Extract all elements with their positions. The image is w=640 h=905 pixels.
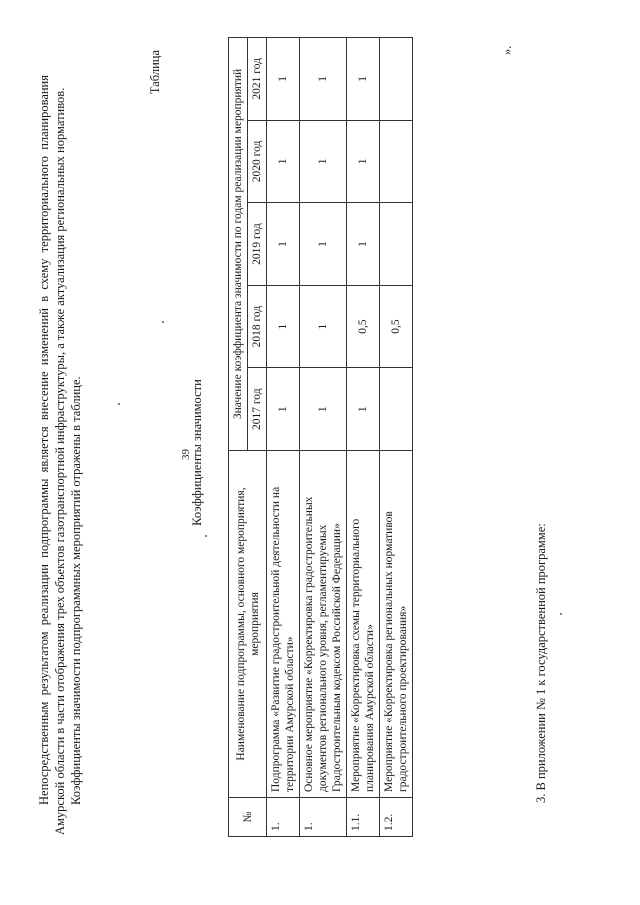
row-value: 1 [347,203,380,286]
scan-speck [205,535,207,537]
row-value [380,38,413,121]
intro-paragraph-2: Коэффициенты значимости подпрограммных мероприятий отражены в таблице. [69,376,83,805]
scan-speck [162,321,164,323]
header-name: Наименование подпрограммы, основного мероприятия, мероприятия [229,451,267,798]
row-value: 1 [347,120,380,203]
table-label: Таблица [148,50,162,95]
row-name: Мероприятие «Корректировка схемы территориального планирования Амурской области» [347,451,380,798]
table-row [300,38,347,837]
row-value: 1 [267,203,300,286]
row-value [380,203,413,286]
header-num: № [229,798,267,837]
footer-text: 3. В приложении № 1 к государственной программе: [534,523,548,803]
row-value: 1 [267,285,300,368]
row-value: 1 [347,368,380,451]
intro-text [36,75,84,835]
row-value: 1 [300,120,347,203]
table-caption: Коэффициенты значимости [190,379,204,526]
header-group: Значение коэффициента значимости по годам реализации мероприятий [229,38,248,451]
scan-speck [560,613,562,615]
row-num: 1. [300,798,347,837]
row-value: 0,5 [347,285,380,368]
row-value: 1 [300,368,347,451]
row-value: 1 [267,38,300,121]
closing-quote: ». [500,45,514,55]
header-row-1 [229,38,248,837]
significance-table [228,37,413,837]
row-value: 1 [300,285,347,368]
row-num: 1. [267,798,300,837]
row-value: 1 [347,38,380,121]
header-year: 2017 год [248,368,267,451]
row-value [380,120,413,203]
row-value: 1 [267,120,300,203]
row-value: 1 [300,38,347,121]
header-year: 2019 год [248,203,267,286]
page-number: 39 [180,449,192,460]
row-value [380,368,413,451]
row-name: Мероприятие «Корректировка региональных нормативов градостроительного проектирования» [380,451,413,798]
header-year: 2018 год [248,285,267,368]
row-num: 1.1. [347,798,380,837]
header-year: 2020 год [248,120,267,203]
row-num: 1.2. [380,798,413,837]
row-value: 1 [267,368,300,451]
row-value: 1 [300,203,347,286]
table-row [267,38,300,837]
row-value: 0,5 [380,285,413,368]
row-name: Подпрограмма «Развитие градостроительной деятельности на территории Амурской области» [267,451,300,798]
table-row [347,38,380,837]
table-row [380,38,413,837]
row-name: Основное мероприятие «Корректировка градостроительных документов регионального уровня, регламентируемых Градостроительным кодексом Российской Федерации» [300,451,347,798]
intro-paragraph-1: Непосредственным результатом реализации подпрограммы является внесение изменений в схему территориального планирования Амурской области в части отображения трех объектов газотранспортной инфраструктуры, а также актуализация региональных нормативов. [37,75,67,835]
header-year: 2021 год [248,38,267,121]
scan-speck [118,403,120,405]
